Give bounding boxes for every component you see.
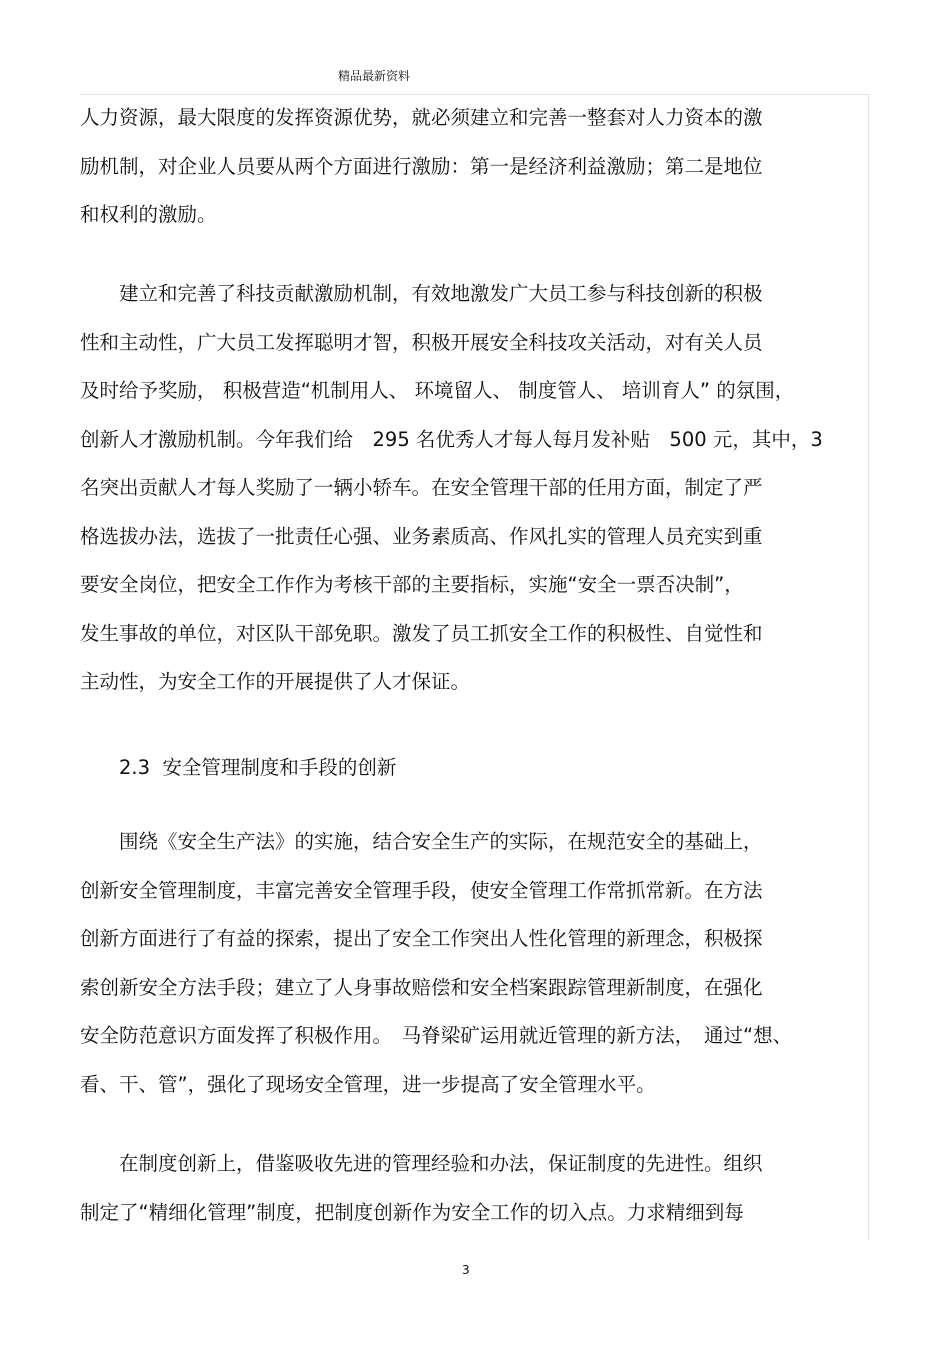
paragraph-line: 格选拔办法，选拔了一批责任心强、业务素质高、作风扎实的管理人员充实到重 <box>80 524 763 548</box>
paragraph-line: 主动性，为安全工作的开展提供了人才保证。 <box>80 670 471 693</box>
page-number: 3 <box>462 1263 470 1277</box>
paragraph-line: 人力资源，最大限度的发挥资源优势，就必须建立和完善一整套对人力资本的激 <box>80 106 763 129</box>
paragraph-line: 创新人才激励机制。今年我们给 295 名优秀人才每人每月发补贴 500 元，其中，3 <box>80 427 823 451</box>
paragraph-line: 在制度创新上，借鉴吸收先进的管理经验和办法，保证制度的先进性。组织 <box>80 1152 763 1175</box>
paragraph-line: 要安全岗位，把安全工作作为考核干部的主要指标，实施“安全一票否决制”， <box>80 573 744 596</box>
section-heading: 2.3 安全管理制度和手段的创新 <box>80 756 397 779</box>
paragraph-line: 建立和完善了科技贡献激励机制，有效地激发广大员工参与科技创新的积极 <box>80 282 763 305</box>
header-divider <box>80 94 870 95</box>
paragraph-line: 安全防范意识方面发挥了积极作用。 马脊梁矿运用就近管理的新方法， 通过“想、 <box>80 1024 793 1047</box>
paragraph-line: 制定了“精细化管理”制度，把制度创新作为安全工作的切入点。力求精细到每 <box>80 1200 744 1224</box>
paragraph-line: 名突出贡献人才每人奖励了一辆小轿车。在安全管理干部的任用方面，制定了严 <box>80 476 763 499</box>
paragraph-line: 索创新安全方法手段；建立了人身事故赔偿和安全档案跟踪管理新制度，在强化 <box>80 975 763 999</box>
paragraph-line: 性和主动性，广大员工发挥聪明才智，积极开展安全科技攻关活动，对有关人员 <box>80 330 763 354</box>
paragraph-line: 发生事故的单位，对区队干部免职。激发了员工抓安全工作的积极性、自觉性和 <box>80 621 763 645</box>
paragraph-line: 看、干、管”，强化了现场安全管理，进一步提高了安全管理水平。 <box>80 1072 656 1096</box>
paragraph-line: 励机制，对企业人员要从两个方面进行激励：第一是经济利益激励；第二是地位 <box>80 154 763 178</box>
paragraph-line: 创新方面进行了有益的探索，提出了安全工作突出人性化管理的新理念，积极探 <box>80 927 763 950</box>
paragraph-line: 围绕《安全生产法》的实施，结合安全生产的实际，在规范安全的基础上， <box>80 830 763 853</box>
page-header: 精品最新资料 <box>338 69 411 83</box>
paragraph-line: 及时给予奖励， 积极营造“机制用人、 环境留人、 制度管人、 培训育人” 的氛围， <box>80 379 795 402</box>
right-margin-line <box>868 94 869 1240</box>
paragraph-line: 创新安全管理制度，丰富完善安全管理手段，使安全管理工作常抓常新。在方法 <box>80 878 763 902</box>
paragraph-line: 和权利的激励。 <box>80 203 217 226</box>
